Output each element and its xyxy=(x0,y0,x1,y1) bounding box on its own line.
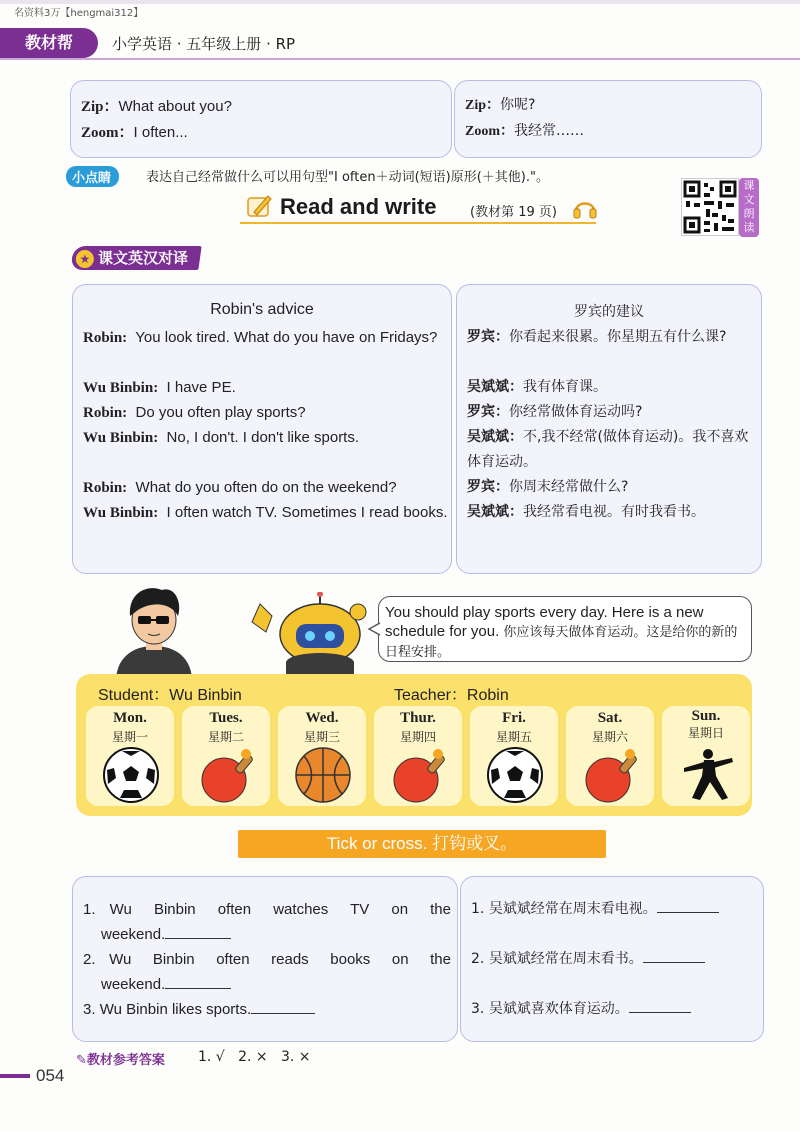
day-name-zh: 星期一 xyxy=(111,730,148,744)
item-number: 3. xyxy=(471,1001,485,1017)
kung-fu-figure-icon xyxy=(678,746,736,804)
day-name: Thur. xyxy=(400,710,436,726)
speaker: Robin: xyxy=(83,480,128,496)
exercise-item-cont: weekend. xyxy=(101,972,231,997)
speaker: 罗宾： xyxy=(467,405,509,420)
answer-blank[interactable] xyxy=(629,1012,691,1013)
schedule-day-tues xyxy=(182,706,270,806)
exercise-item xyxy=(83,947,451,972)
day-name-zh: 星期日 xyxy=(687,726,724,740)
dialog-line xyxy=(465,93,535,118)
item-number: 1. xyxy=(83,901,110,918)
line-text: 我有体育课。 xyxy=(523,379,607,395)
line-text: Do you often play sports? xyxy=(135,404,306,421)
speaker: Zoom： xyxy=(465,124,514,139)
text-title-en: Robin's advice xyxy=(210,301,314,318)
exercise-item xyxy=(471,997,691,1022)
day-name: Sat. xyxy=(597,710,623,726)
dialog-line xyxy=(83,425,449,451)
section-badge-label: 课文英汉对译 xyxy=(98,249,189,267)
dialog-line xyxy=(467,325,757,350)
heading-underline xyxy=(240,222,596,224)
line-text: 我经常看电视。有时我看书。 xyxy=(523,504,705,520)
item-text: Wu Binbin often watches TV on the xyxy=(109,901,451,918)
pencil-icon xyxy=(244,192,274,220)
exercise-box-zh xyxy=(460,876,764,1042)
dialog-line xyxy=(81,94,232,120)
exercise-item xyxy=(83,897,451,922)
line-text: 我经常…… xyxy=(514,123,584,139)
tip-text: 表达自己经常做什么可以用句型"I often＋动词(短语)原形(＋其他)."。 xyxy=(146,170,549,185)
line-text: 不,我不经常(做体育运动)。我不喜欢体育运动。 xyxy=(467,429,749,470)
dialog-line xyxy=(83,475,449,501)
speech-tail xyxy=(368,622,382,636)
schedule-day-fri xyxy=(470,706,558,806)
speech-bubble xyxy=(378,596,752,662)
star-icon: ★ xyxy=(76,250,94,268)
brand-badge: 教材帮 xyxy=(0,28,98,58)
answer-blank[interactable] xyxy=(657,912,719,913)
tip-badge: 小点睛 xyxy=(66,166,119,187)
answer-blank[interactable] xyxy=(165,988,231,989)
day-name-zh: 星期五 xyxy=(495,730,532,744)
page-reference: (教材第 19 页) xyxy=(470,205,557,220)
exercise-item xyxy=(83,997,315,1022)
page-number: 054 xyxy=(36,1066,65,1085)
line-text: 你看起来很累。你星期五有什么课? xyxy=(509,329,727,345)
exercise-item xyxy=(471,947,705,972)
soccer-ball-icon xyxy=(486,746,544,804)
item-number: 1. xyxy=(471,901,485,917)
exercise-banner: Tick or cross. 打钩或叉。 xyxy=(238,830,606,858)
speaker: 吴斌斌： xyxy=(467,505,523,520)
day-name: Sun. xyxy=(691,708,721,724)
basketball-icon xyxy=(294,746,352,804)
speech-text xyxy=(385,603,747,662)
item-text: Wu Binbin likes sports. xyxy=(99,1001,252,1018)
section-badge xyxy=(70,246,201,270)
text-box-zh xyxy=(456,284,762,574)
pen-icon: ✎ xyxy=(76,1053,87,1068)
qr-tab-label[interactable]: 课文朗读 xyxy=(739,178,759,237)
text-box-en xyxy=(72,284,452,574)
watermark-text: 名资料3万【hengmai312】 xyxy=(14,8,144,19)
item-text: 吴斌斌喜欢体育运动。 xyxy=(488,1001,629,1017)
dialog-line xyxy=(83,500,449,526)
answers-label xyxy=(76,1049,165,1068)
speaker: 罗宾： xyxy=(467,480,509,495)
exercise-box-en xyxy=(72,876,458,1042)
item-number: 2. xyxy=(83,951,110,968)
line-text: No, I don't. I don't like sports. xyxy=(166,429,360,446)
line-text: 你经常做体育运动吗? xyxy=(509,404,643,420)
item-number: 3. xyxy=(83,1001,96,1018)
dialog-line xyxy=(83,375,449,401)
day-name-zh: 星期三 xyxy=(303,730,340,744)
ping-pong-paddle-icon xyxy=(198,746,256,804)
day-name: Fri. xyxy=(502,710,526,726)
item-text: 吴斌斌经常在周末看电视。 xyxy=(488,901,657,917)
ping-pong-paddle-icon xyxy=(390,746,448,804)
speaker: Zip： xyxy=(465,98,501,113)
dialog-line xyxy=(467,375,757,400)
speaker: Wu Binbin: xyxy=(83,505,159,521)
boy-illustration xyxy=(104,582,204,678)
item-text: 吴斌斌经常在周末看书。 xyxy=(488,951,643,967)
book-title: 小学英语 · 五年级上册 · RP xyxy=(112,35,296,53)
qr-code-icon[interactable] xyxy=(681,178,739,236)
dialog-line xyxy=(465,119,584,144)
soccer-ball-icon xyxy=(102,746,160,804)
answer-blank[interactable] xyxy=(643,962,705,963)
header-divider xyxy=(0,58,800,60)
headphones-icon[interactable] xyxy=(572,195,598,221)
speaker: Wu Binbin: xyxy=(83,380,159,396)
robot-illustration xyxy=(246,592,374,678)
answer-blank[interactable] xyxy=(251,1013,315,1014)
speaker: Zoom： xyxy=(81,125,134,141)
schedule-student: Student：Wu Binbin xyxy=(98,687,242,704)
dialog-line xyxy=(83,400,449,426)
speaker: Wu Binbin: xyxy=(83,430,159,446)
speech-zh: 你应该每天做体育运动。这是给你的新的日程安排。 xyxy=(385,625,738,660)
line-text: 你呢? xyxy=(500,97,536,113)
line-text: 你周末经常做什么? xyxy=(509,479,629,495)
text-title-zh: 罗宾的建议 xyxy=(574,304,644,320)
dialog-line xyxy=(81,120,188,146)
day-name-zh: 星期二 xyxy=(207,730,244,744)
dialog-box-en xyxy=(70,80,452,158)
item-number: 2. xyxy=(471,951,485,967)
schedule-day-mon xyxy=(86,706,174,806)
answer-blank[interactable] xyxy=(165,938,231,939)
ping-pong-paddle-icon xyxy=(582,746,640,804)
day-name-zh: 星期六 xyxy=(591,730,628,744)
exercise-item xyxy=(471,897,719,922)
day-name: Mon. xyxy=(113,710,147,726)
day-name-zh: 星期四 xyxy=(399,730,436,744)
speaker: Robin: xyxy=(83,405,128,421)
schedule-day-thur xyxy=(374,706,462,806)
line-text: I have PE. xyxy=(166,379,236,396)
speaker: Robin: xyxy=(83,330,128,346)
day-name: Tues. xyxy=(209,710,243,726)
dialog-line xyxy=(467,425,757,475)
item-text: Wu Binbin often reads books on the xyxy=(109,951,451,968)
schedule-panel xyxy=(76,674,752,816)
answers-values: 1. √ 2. × 3. × xyxy=(198,1049,311,1065)
speaker: Zip： xyxy=(81,99,119,115)
schedule-teacher: Teacher：Robin xyxy=(394,687,509,704)
day-name: Wed. xyxy=(305,710,339,726)
schedule-day-sun xyxy=(662,706,750,806)
dialog-line xyxy=(83,325,449,351)
dialog-line xyxy=(467,475,757,500)
speaker: 吴斌斌： xyxy=(467,430,523,445)
schedule-day-wed xyxy=(278,706,366,806)
line-text: I often... xyxy=(133,124,188,141)
dialog-line xyxy=(467,400,757,425)
page-number-bar xyxy=(0,1074,30,1078)
line-text: What about you? xyxy=(118,98,232,115)
section-title: Read and write xyxy=(280,194,437,219)
exercise-item-cont: weekend. xyxy=(101,922,231,947)
line-text: What do you often do on the weekend? xyxy=(135,479,397,496)
line-text: I often watch TV. Sometimes I read books. xyxy=(166,504,448,521)
speaker: 吴斌斌： xyxy=(467,380,523,395)
dialog-box-zh xyxy=(454,80,762,158)
dialog-line xyxy=(467,500,757,525)
answers-label-text: 教材参考答案 xyxy=(86,1053,165,1068)
speech-en: You should play sports every day. Here is a new schedule for you. xyxy=(385,604,704,640)
line-text: You look tired. What do you have on Fridays? xyxy=(135,329,438,346)
speaker: 罗宾： xyxy=(467,330,509,345)
schedule-day-sat xyxy=(566,706,654,806)
